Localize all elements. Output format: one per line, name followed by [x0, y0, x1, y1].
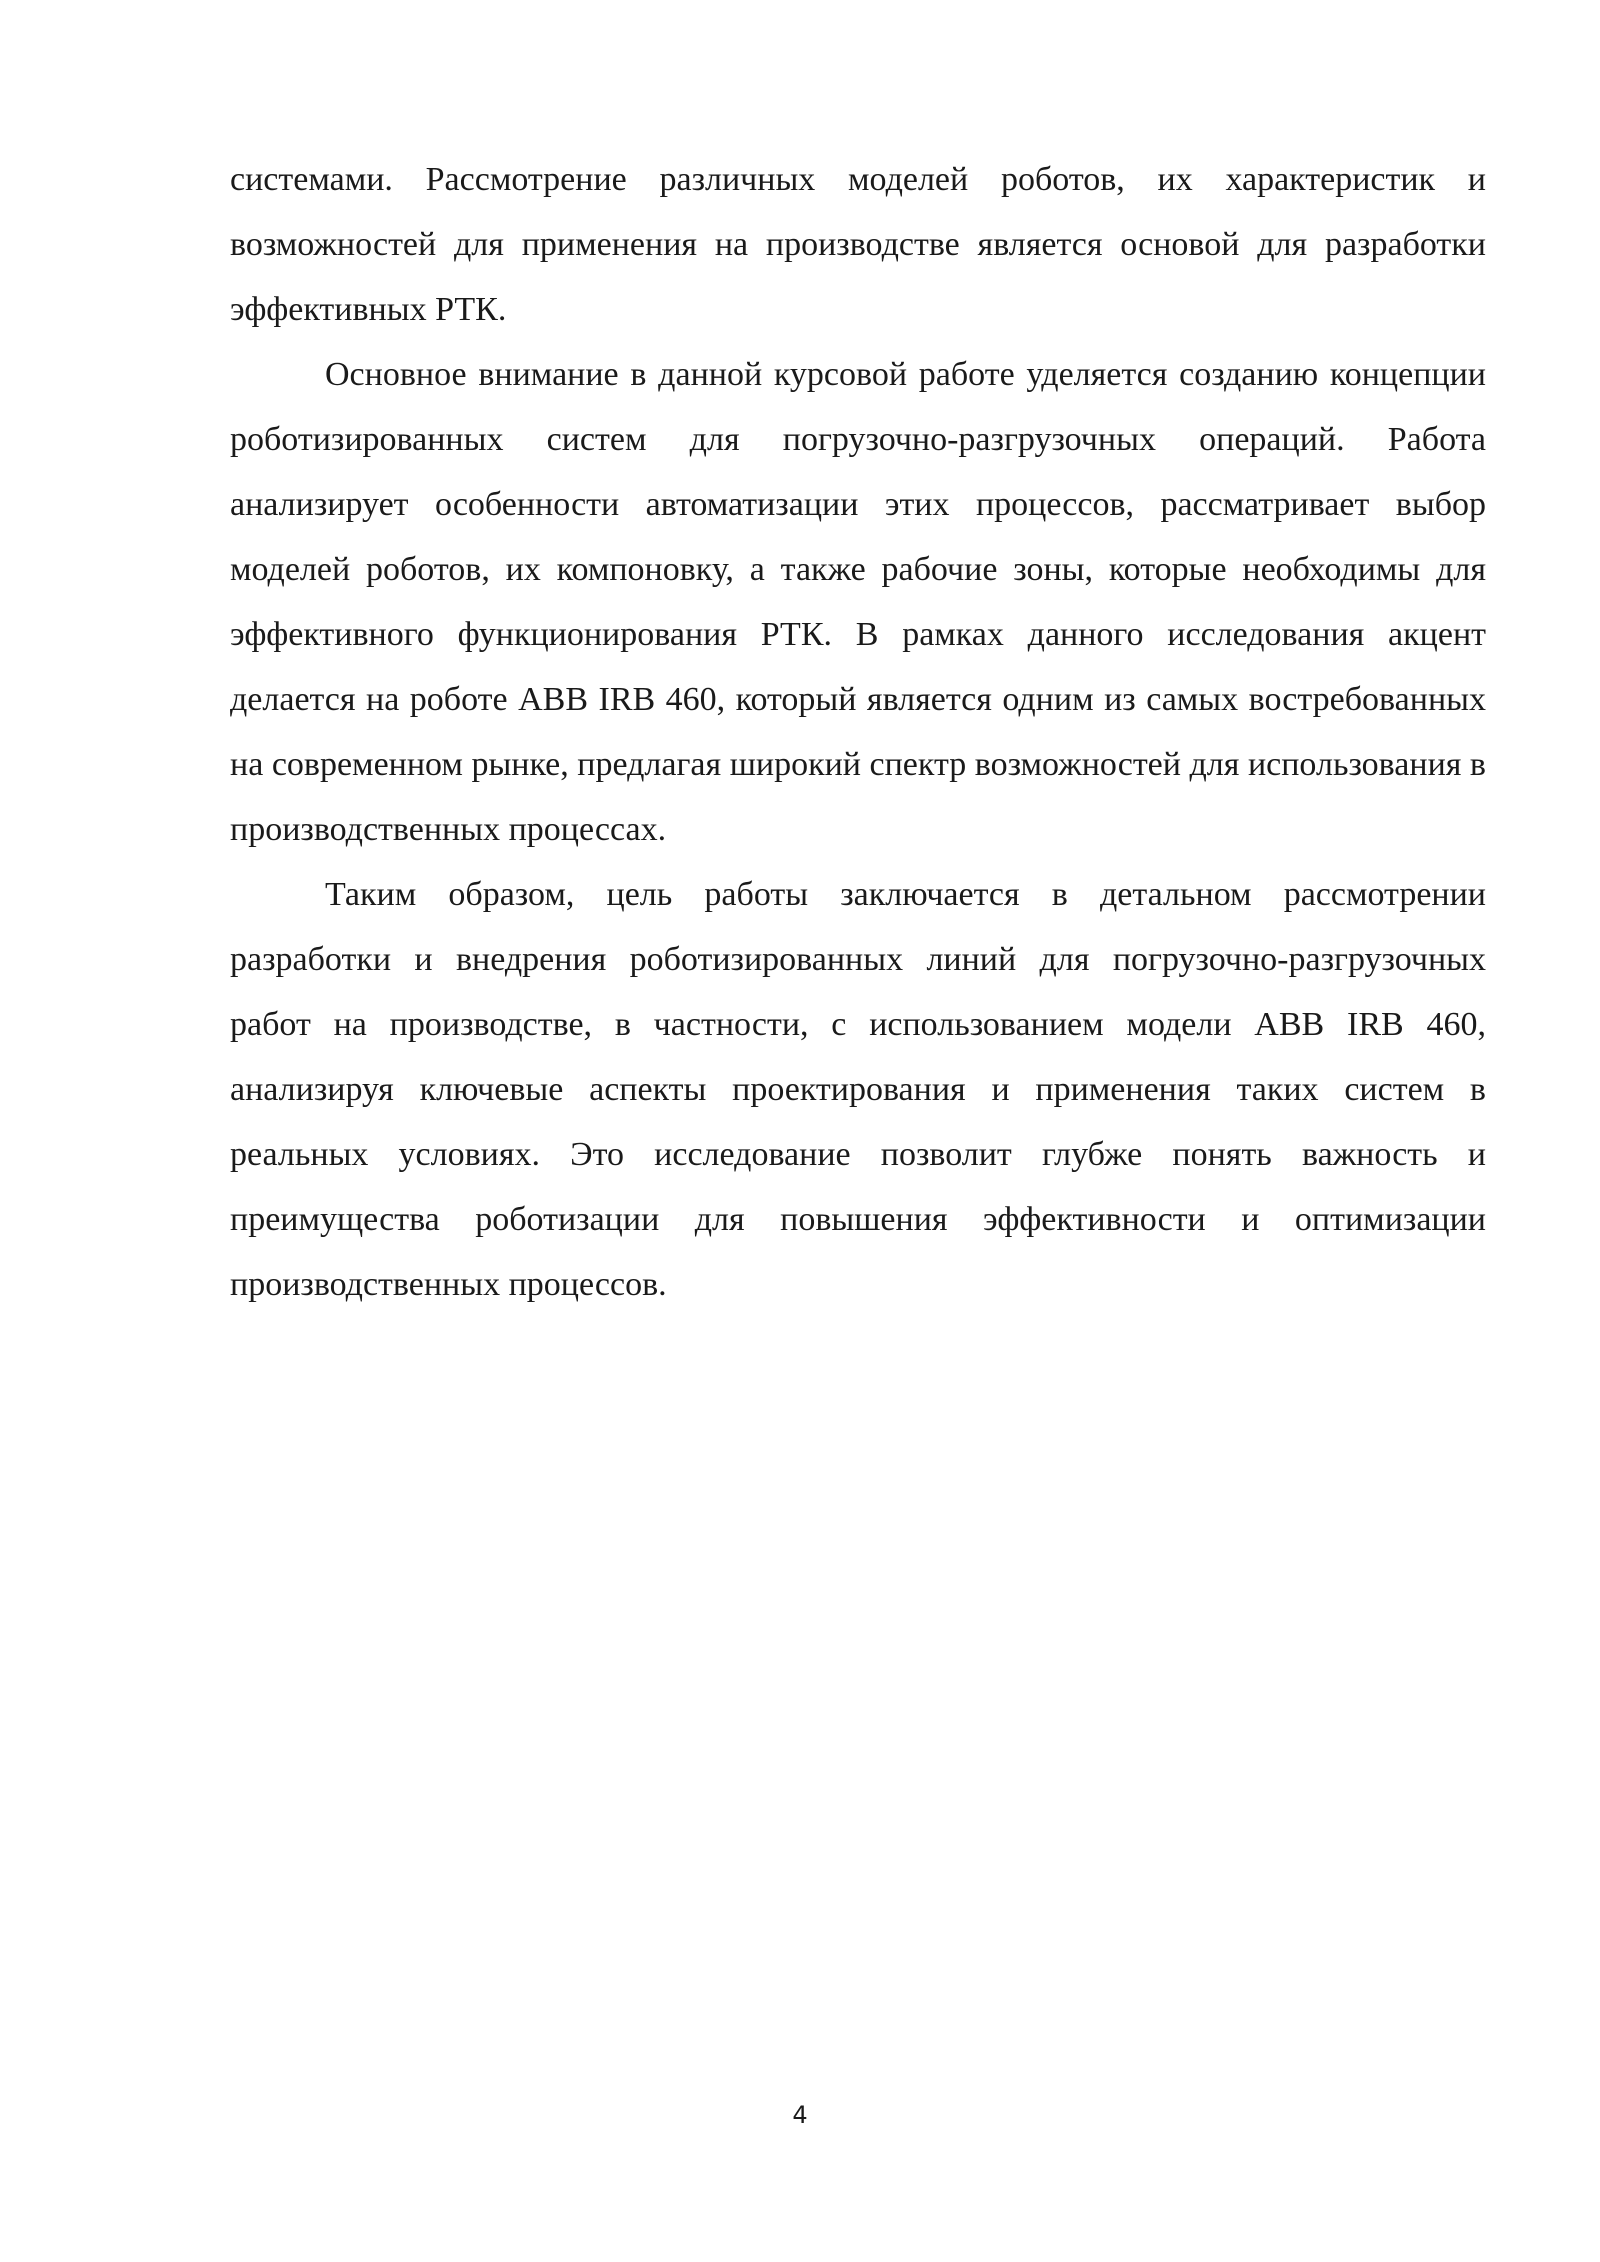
paragraph-main-focus: Основное внимание в данной курсовой работе уделяется созданию концепции роботизированных систем для погрузочно-разгрузочных операций. Работа анализирует особенности автоматизации этих процессов, рассматривает выбор моделей роботов, их компоновку, а также рабочие зоны, которые необходимы для эффективного функционирования РТК. В рамках данного исследования акцент делается на роботе ABB IRB 460, который является одним из самых востребованных на современном рынке, предлагая широкий спектр возможностей для использования в производственных процессах. [230, 356, 1486, 848]
page-number: 4 [792, 2101, 808, 2129]
paragraph-continuation: системами. Рассмотрение различных моделей роботов, их характеристик и возможностей для применения на производстве является основой для разработки эффективных РТК. [230, 161, 1486, 328]
paragraph-work-goal: Таким образом, цель работы заключается в детальном рассмотрении разработки и внедрения роботизированных линий для погрузочно-разгрузочных работ на производстве, в частности, с использованием модели ABB IRB 460, анализируя ключевые аспекты проектирования и применения таких систем в реальных условиях. Это исследование позволит глубже понять важность и преимущества роботизации для повышения эффективности и оптимизации производственных процессов. [230, 876, 1486, 1303]
document-body [230, 147, 1486, 1317]
